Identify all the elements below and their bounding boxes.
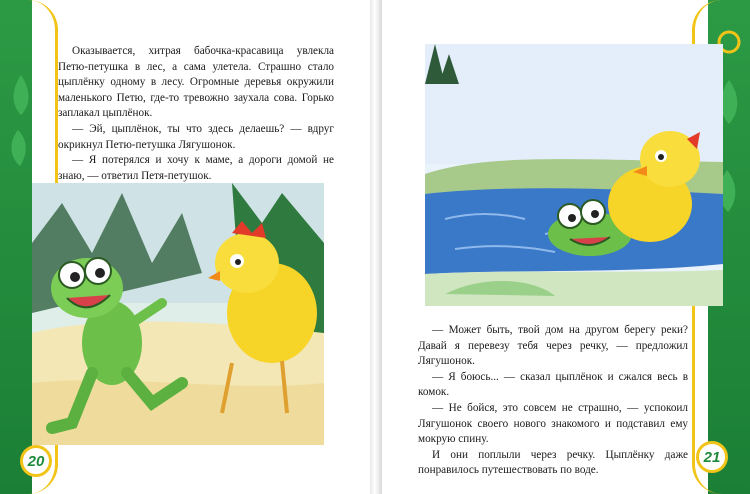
page-number-left: 20 [20, 445, 52, 477]
right-page-text [418, 323, 688, 479]
paragraph: — Эй, цыплёнок, ты что здесь делаешь? — вдруг окрикнул Петю-петушка Лягушонок. [58, 122, 334, 151]
paragraph: — Я потерялся и хочу к маме, а дороги домой не знаю, — ответил Петя-петушок. [58, 154, 334, 182]
illustration-frog-carrying-chick [425, 44, 723, 306]
left-page-text [58, 44, 334, 184]
paragraph: — Я боюсь... — сказал цыплёнок и сжался весь в комок. [418, 370, 688, 399]
paragraph: Оказывается, хитрая бабочка-красавица увлекла Петю-петушка в лес, а сама улетела. Страшно стало цыплёнку одному в лесу. Огромные деревья окружили маленького Петю, где-то тревожно заухала сова. Горько заплакал цыплёнок. [58, 45, 334, 120]
paragraph: — Не бойся, это совсем не страшно, — успокоил Лягушонок своего нового знакомого и подставил ему мокрую спину. [418, 401, 688, 446]
left-leaf-ornament-icon [6, 70, 36, 180]
book-spine [370, 0, 382, 494]
paragraph: — Может быть, твой дом на другом берегу реки? Давай я перевезу тебя через речку, — предложил Лягушонок. [418, 324, 688, 368]
illustration-frog-and-chick [32, 183, 324, 445]
paragraph: И они поплыли через речку. Цыплёнку даже понравилось путешествовать по воде. [418, 448, 688, 477]
page-number-right: 21 [696, 441, 728, 473]
